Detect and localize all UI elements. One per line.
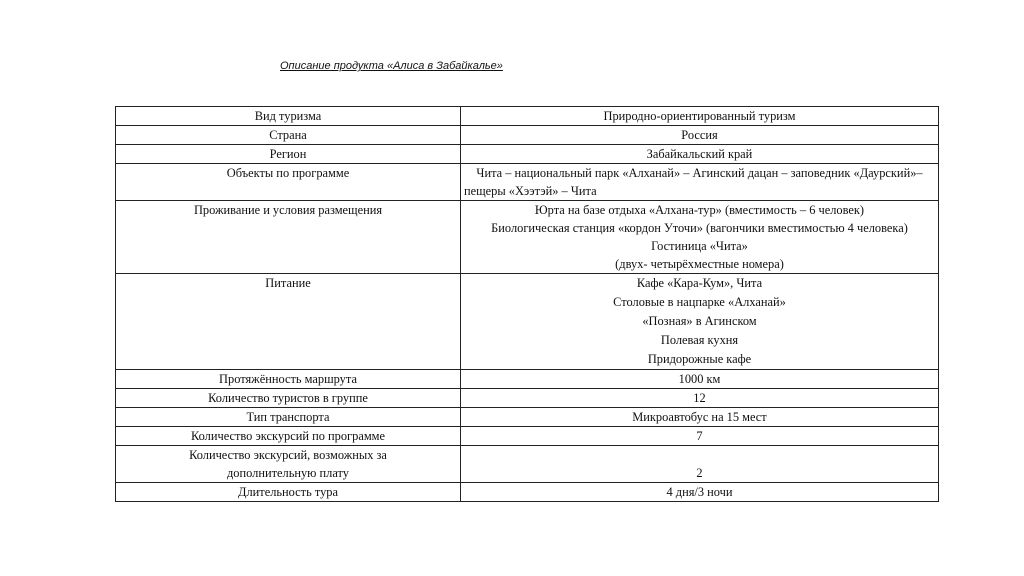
- food-line: Столовые в нацпарке «Алханай»: [613, 295, 786, 309]
- row-label: Протяжённость маршрута: [116, 370, 461, 389]
- food-line: Полевая кухня: [660, 333, 739, 347]
- row-label-line: Количество экскурсий, возможных за: [189, 448, 387, 462]
- table-row-tourism-type: [116, 107, 939, 126]
- row-label: Тип транспорта: [116, 408, 461, 427]
- table-row-region: [116, 145, 939, 164]
- accommodation-line: Гостиница «Чита»: [651, 239, 748, 253]
- row-value: Чита – национальный парк «Алханай» – Агинский дацан – заповедник «Даурский»– пещеры «Хээтэй» – Чита: [461, 164, 939, 201]
- row-label: Количество туристов в группе: [116, 389, 461, 408]
- table-row-country: [116, 126, 939, 145]
- row-value: Микроавтобус на 15 мест: [461, 408, 939, 427]
- food-line: Придорожные кафе: [647, 352, 752, 366]
- row-value: 2: [461, 446, 939, 483]
- food-line: «Позная» в Агинском: [642, 314, 757, 328]
- table-row-objects: [116, 164, 939, 201]
- table-row-paid-excursions: [116, 446, 939, 483]
- row-value: Россия: [461, 126, 939, 145]
- row-label-line: дополнительную плату: [227, 466, 349, 480]
- table-row-duration: [116, 483, 939, 502]
- row-label: Регион: [116, 145, 461, 164]
- table-row-food: [116, 274, 939, 370]
- row-label: Объекты по программе: [116, 164, 461, 201]
- table-row-group-size: [116, 389, 939, 408]
- accommodation-line: (двух- четырёхместные номера): [615, 257, 784, 271]
- row-value: [461, 274, 939, 370]
- row-value: 12: [461, 389, 939, 408]
- row-label: Страна: [116, 126, 461, 145]
- product-description-table: [115, 106, 939, 502]
- accommodation-line: Юрта на базе отдыха «Алхана-тур» (вместимость – 6 человек): [534, 203, 865, 217]
- accommodation-line: Биологическая станция «кордон Уточи» (вагончики вместимостью 4 человека): [491, 221, 908, 235]
- row-label: [116, 446, 461, 483]
- row-label: Проживание и условия размещения: [116, 201, 461, 274]
- row-value: 1000 км: [461, 370, 939, 389]
- row-label: Количество экскурсий по программе: [116, 427, 461, 446]
- row-label: Питание: [116, 274, 461, 370]
- row-label: Вид туризма: [116, 107, 461, 126]
- row-value: 7: [461, 427, 939, 446]
- table-row-accommodation: [116, 201, 939, 274]
- row-label: Длительность тура: [116, 483, 461, 502]
- row-value: 4 дня/3 ночи: [461, 483, 939, 502]
- food-line: Кафе «Кара-Кум», Чита: [636, 276, 763, 290]
- table-row-transport: [116, 408, 939, 427]
- table-row-route-length: [116, 370, 939, 389]
- row-value: [461, 201, 939, 274]
- document-title: Описание продукта «Алиса в Забайкалье»: [280, 60, 503, 72]
- row-value: Природно-ориентированный туризм: [461, 107, 939, 126]
- row-value: Забайкальский край: [461, 145, 939, 164]
- table-row-excursions: [116, 427, 939, 446]
